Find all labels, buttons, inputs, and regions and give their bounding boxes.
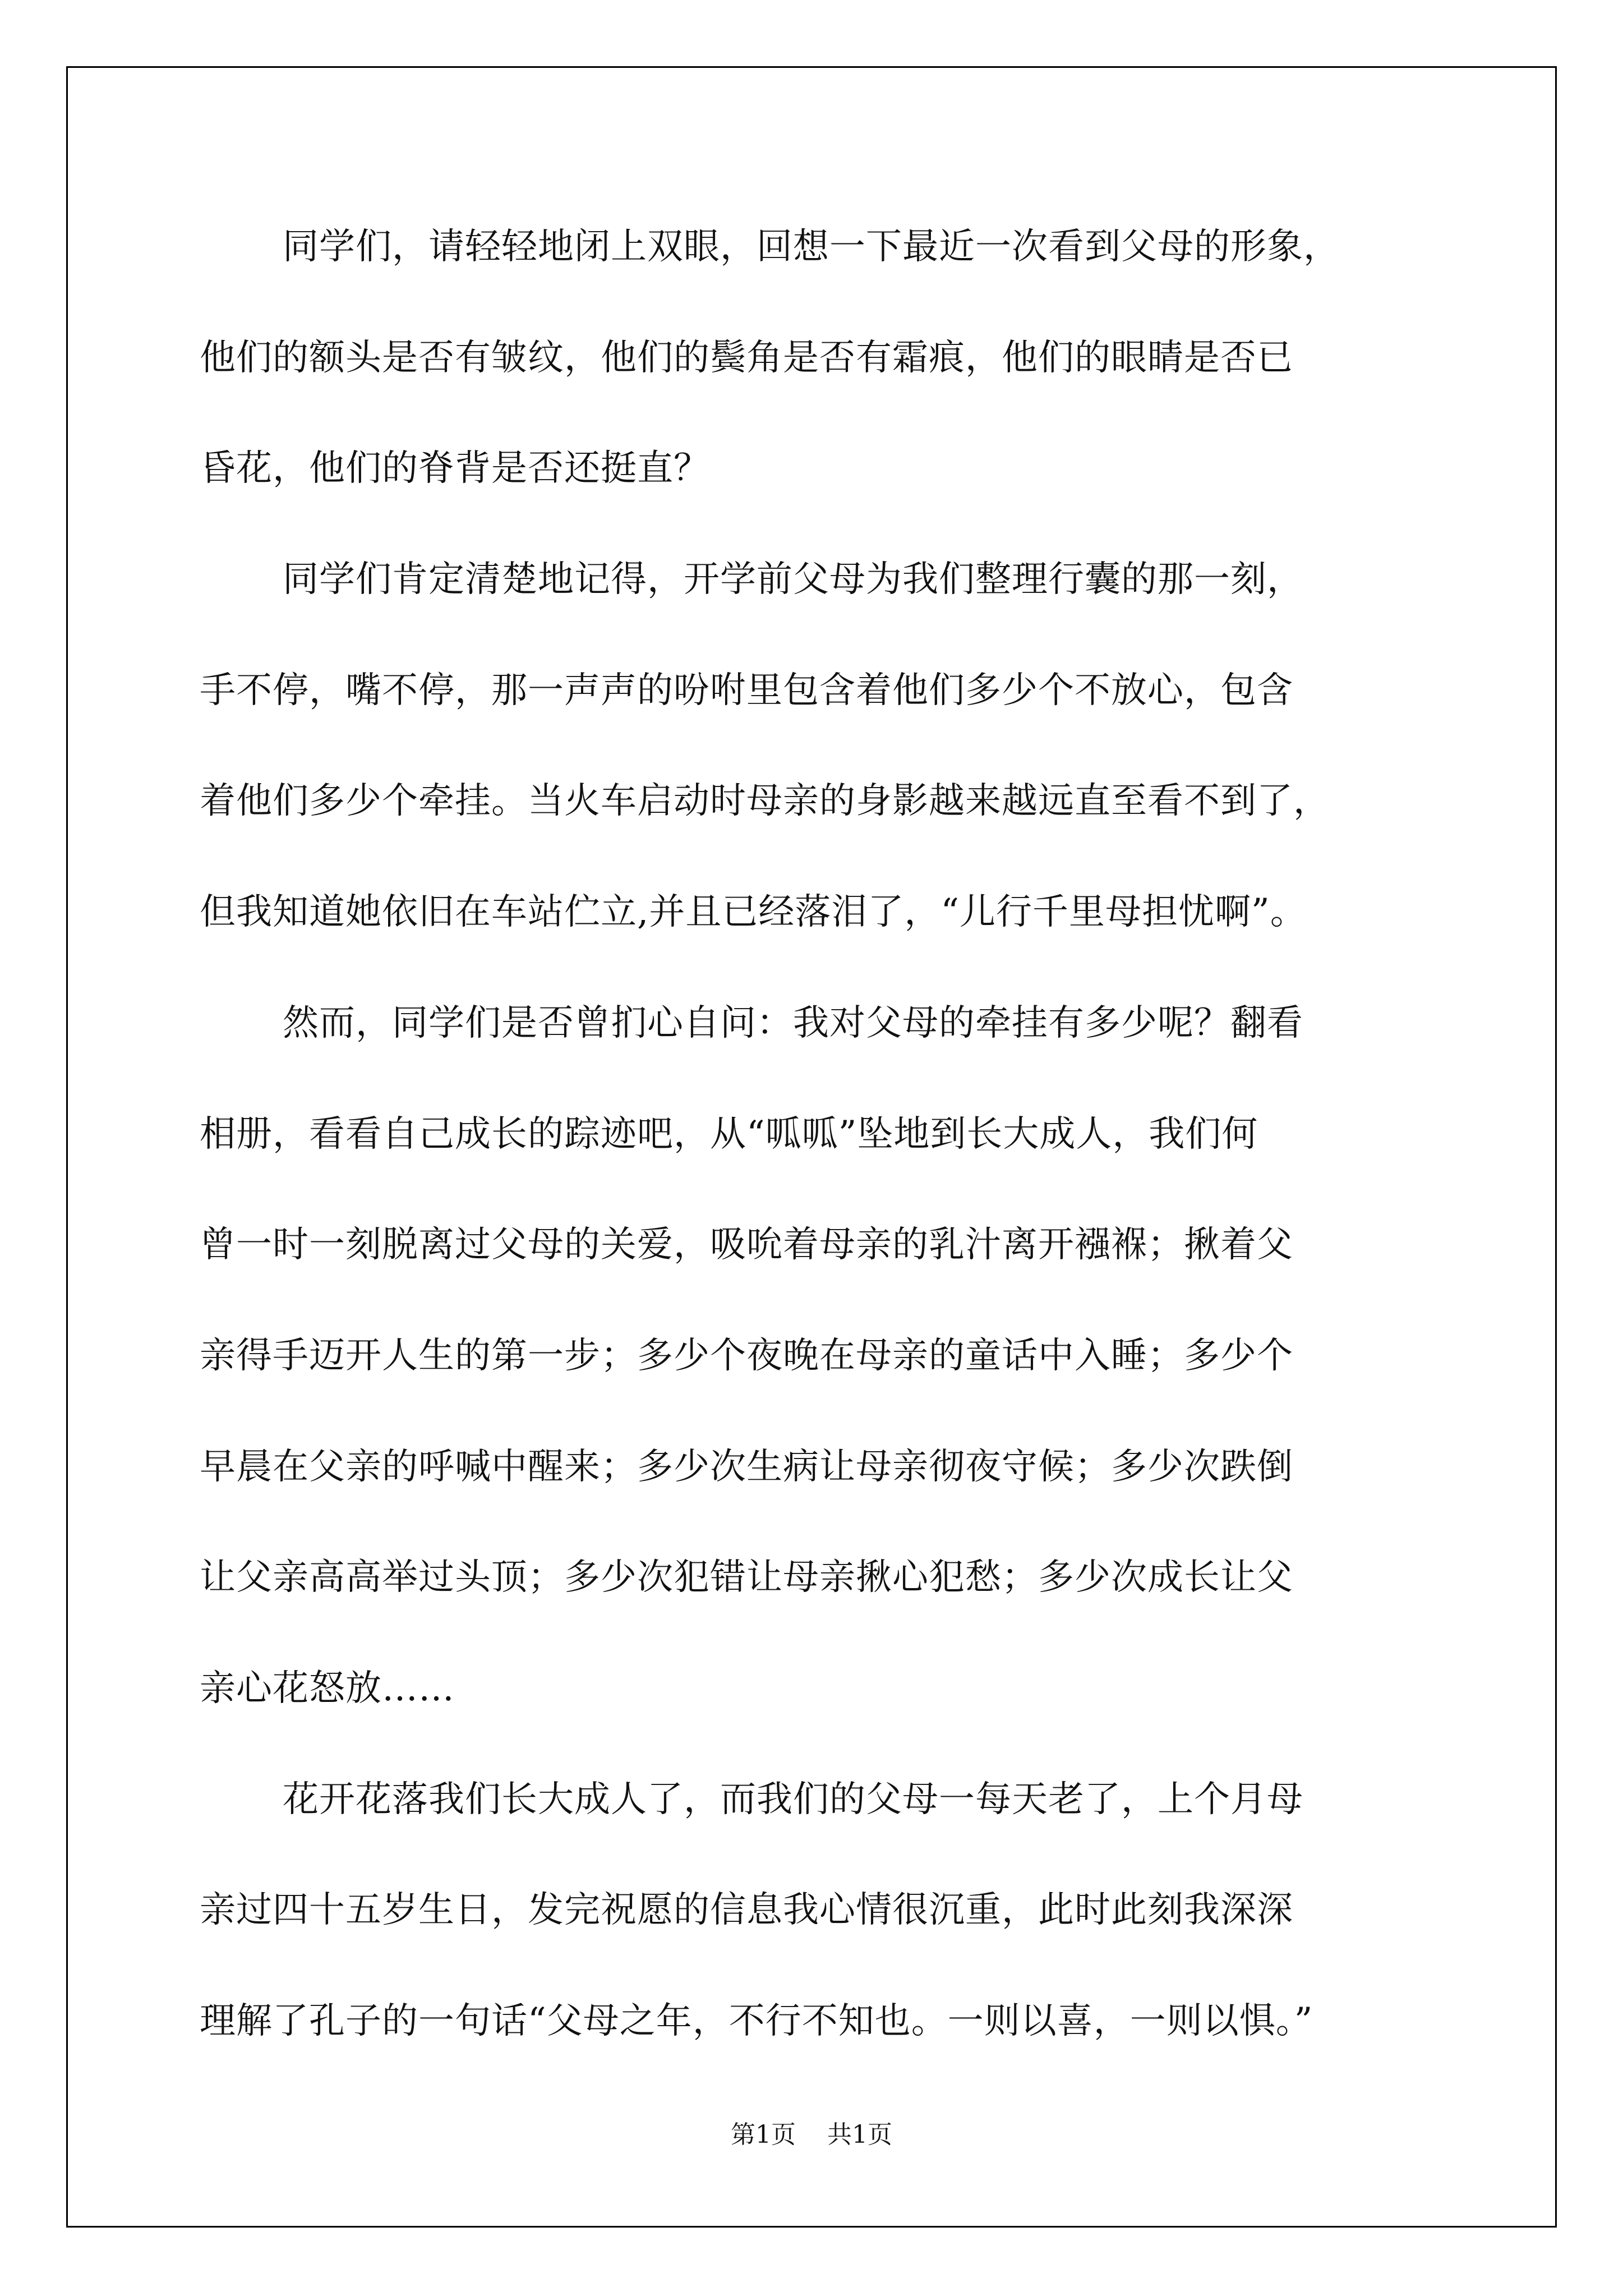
paragraph-line: 然而，同学们是否曾扪心自问：我对父母的牵挂有多少呢？翻看 [283,1002,1303,1044]
paragraph-4 [200,1773,1467,2105]
paragraph-line: 同学们肯定清楚地记得，开学前父母为我们整理行囊的那一刻， [283,559,1303,601]
paragraph-line: 相册，看看自己成长的踪迹吧，从“呱呱”坠地到长大成人，我们何 [200,1113,1258,1155]
paragraph-line: 早晨在父亲的呼喊中醒来；多少次生病让母亲彻夜守候；多少次跌倒 [200,1446,1293,1488]
paragraph-line: 着他们多少个牵挂。当火车启动时母亲的身影越来越远直至看不到了， [200,780,1330,822]
paragraph-line: 理解了孔子的一句话“父母之年，不行不知也。一则以喜，一则以惧。” [200,2000,1313,2042]
paragraph-line: 昏花，他们的脊背是否还挺直？ [200,448,710,490]
paragraph-line: 同学们，请轻轻地闭上双眼，回想一下最近一次看到父母的形象， [283,226,1340,268]
paragraph-3 [200,996,1467,1773]
paragraph-line: 亲得手迈开人生的第一步；多少个夜晚在母亲的童话中入睡；多少个 [200,1335,1293,1377]
paragraph-line: 手不停，嘴不停，那一声声的吩咐里包含着他们多少个不放心，包含 [200,669,1293,711]
page-total: 共1页 [827,2120,892,2149]
paragraph-line: 但我知道她依旧在车站伫立,并且已经落泪了，“儿行千里母担忧啊”。 [200,891,1307,933]
paragraph-line: 让父亲高高举过头顶；多少次犯错让母亲揪心犯愁；多少次成长让父 [200,1557,1293,1599]
paragraph-line: 亲过四十五岁生日，发完祝愿的信息我心情很沉重，此时此刻我深深 [200,1889,1293,1931]
paragraph-2 [200,553,1467,996]
document-body [200,220,1467,2105]
page-number: 第1页 [731,2120,796,2149]
paragraph-line: 花开花落我们长大成人了，而我们的父母一每天老了，上个月母 [283,1778,1303,1820]
paragraph-line: 曾一时一刻脱离过父母的关爱，吸吮着母亲的乳汁离开襁褓；揪着父 [200,1224,1293,1266]
paragraph-line: 他们的额头是否有皱纹，他们的鬓角是否有霜痕，他们的眼睛是否已 [200,337,1293,379]
paragraph-1 [200,220,1467,553]
paragraph-line: 亲心花怒放…… [200,1667,455,1709]
page-footer [0,2118,1623,2152]
